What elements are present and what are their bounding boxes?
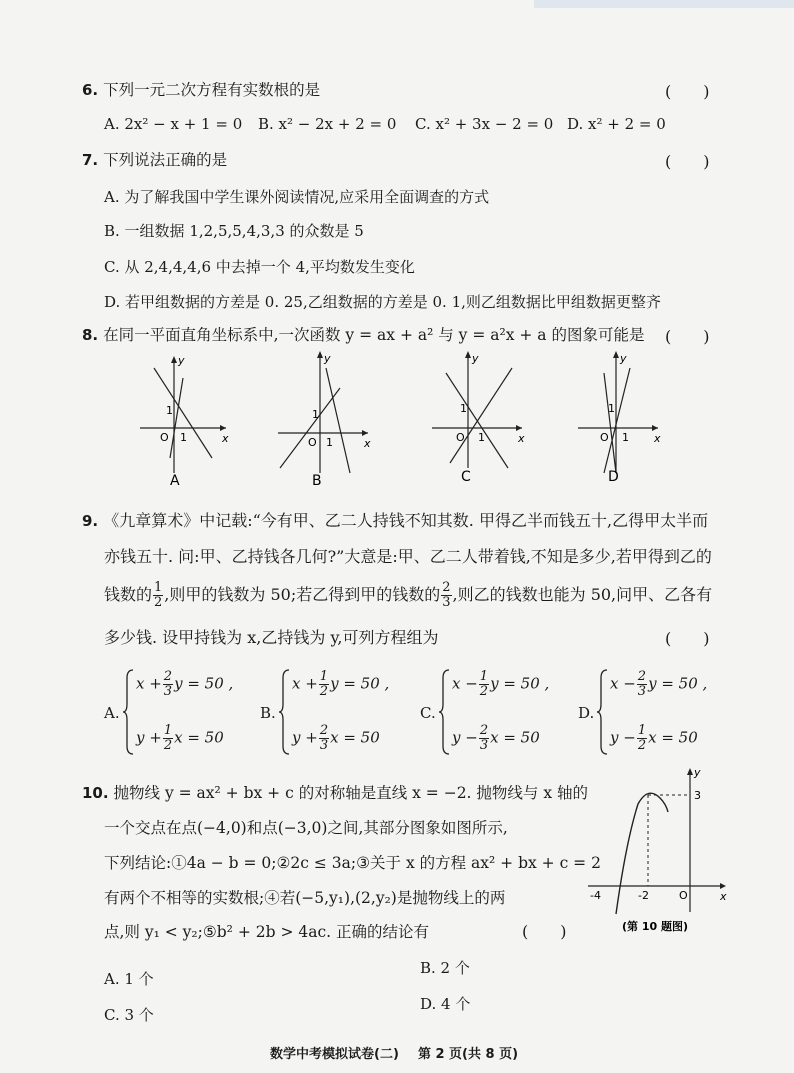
fraction: [479, 670, 489, 699]
q9-number: 9.: [82, 512, 99, 530]
term: y −: [610, 728, 636, 747]
denominator: 3: [637, 684, 647, 699]
q9-text-3b: ,则甲的钱数为 50;若乙得到甲的钱数的: [164, 585, 441, 604]
term: x = 50: [174, 728, 224, 747]
y-label: y: [694, 766, 701, 779]
q8-text: 在同一平面直角坐标系中,一次函数 y = ax + a² 与 y = a²x + a 的图象可能是: [103, 326, 645, 344]
q8-number: 8.: [82, 326, 99, 344]
term: y = 50 ,: [490, 674, 550, 693]
q6-stem: [82, 80, 320, 100]
q9-answer-bracket: ( ): [665, 629, 710, 648]
q6-text: 下列一元二次方程有实数根的是: [103, 81, 321, 99]
x-label: x: [518, 432, 525, 445]
term: x −: [610, 674, 636, 693]
term: x = 50: [648, 728, 698, 747]
numerator: 2: [442, 580, 451, 595]
page-number: 第 2 页(共 8 页): [417, 1047, 519, 1062]
x-axis-arrow: [720, 883, 726, 889]
term: x = 50: [330, 728, 380, 747]
term: x −: [452, 674, 478, 693]
q10-line-5: 点,则 y₁ < y₂;⑤b² + 2b > 4ac. 正确的结论有: [104, 923, 429, 941]
q8-graph-c: [432, 351, 525, 485]
fraction: [319, 670, 329, 699]
y-label: y: [178, 354, 185, 367]
q10-option-b: B. 2 个: [420, 959, 470, 977]
q7-option-a: A. 为了解我国中学生课外阅读情况,应采用全面调查的方式: [104, 188, 490, 206]
x-axis-arrow: [362, 430, 368, 436]
term: x +: [136, 674, 162, 693]
x-axis-arrow: [652, 425, 658, 431]
line-1: [446, 373, 508, 468]
equation-1: [610, 670, 707, 699]
origin-label: O: [600, 431, 609, 444]
q10-figure: [582, 762, 732, 932]
line-2: [170, 378, 183, 458]
x-label: x: [654, 432, 661, 445]
x-one-label: 1: [326, 436, 333, 449]
q6-answer-bracket: ( ): [665, 82, 710, 101]
equation-2: [610, 724, 698, 753]
denominator: 3: [319, 738, 329, 753]
line-1: [280, 388, 340, 468]
equation-1: [136, 670, 233, 699]
q10-option-d: D. 4 个: [420, 995, 471, 1013]
q9-option-a: [104, 668, 254, 758]
option-label: A.: [104, 704, 120, 722]
q9-line-4: 多少钱. 设甲持钱为 x,乙持钱为 y,可列方程组为: [104, 628, 439, 647]
term: y +: [292, 728, 318, 747]
scan-edge-strip: [534, 0, 794, 8]
q9-line-1: [82, 511, 708, 531]
equation-2: [292, 724, 380, 753]
x-minus2-label: -2: [638, 889, 649, 902]
y-label: y: [620, 352, 627, 365]
q8-graph-a: [140, 354, 229, 488]
x-one-label: 1: [180, 431, 187, 444]
term: y +: [136, 728, 162, 747]
fraction: [319, 724, 329, 753]
graph-c-label: C: [461, 469, 471, 485]
q8-graph-d: [578, 351, 661, 485]
brace: [122, 668, 134, 760]
numerator: 2: [319, 723, 329, 738]
q6-option-d: D. x² + 2 = 0: [567, 115, 666, 133]
y-axis-arrow: [687, 768, 693, 775]
y-axis-arrow: [465, 351, 471, 358]
exam-title: 数学中考模拟试卷(二): [270, 1047, 399, 1062]
q9-line-2: 亦钱五十. 问:甲、乙持钱各几何?”大意是:甲、乙二人带着钱,不知是多少,若甲得到乙的: [104, 547, 712, 566]
q10-line-3: 下列结论:①4a − b = 0;②2c ≤ 3a;③关于 x 的方程 ax² + bx + c = 2: [104, 854, 601, 872]
q6-option-c: C. x² + 3x − 2 = 0: [415, 115, 554, 133]
y-axis-arrow: [613, 351, 619, 358]
q9-option-b: [260, 668, 410, 758]
q10-line-4: 有两个不相等的实数根;④若(−5,y₁),(2,y₂)是抛物线上的两: [104, 889, 506, 907]
y-one-label: 1: [312, 408, 319, 421]
numerator: 2: [163, 669, 173, 684]
graph-d-label: D: [608, 469, 619, 485]
q9-option-d: [578, 668, 748, 758]
numerator: 1: [479, 669, 489, 684]
q7-option-c: C. 从 2,4,4,4,6 中去掉一个 4,平均数发生变化: [104, 258, 415, 276]
x-axis-arrow: [516, 425, 522, 431]
y-one-label: 1: [608, 402, 615, 415]
fraction: [163, 670, 173, 699]
denominator: 2: [319, 684, 329, 699]
brace: [438, 668, 450, 760]
fraction: [637, 724, 647, 753]
q10-text-1: 抛物线 y = ax² + bx + c 的对称轴是直线 x = −2. 抛物线与 x 轴的: [113, 784, 588, 802]
denominator: 2: [163, 738, 173, 753]
q9-text-3c: ,则乙的钱数也能为 50,问甲、乙各有: [452, 585, 713, 604]
denominator: 3: [442, 595, 451, 610]
graph-a-label: A: [170, 473, 180, 488]
q8-answer-bracket: ( ): [665, 327, 710, 346]
q8-graph-b: [278, 351, 371, 488]
denominator: 3: [479, 738, 489, 753]
y-label: y: [324, 352, 331, 365]
q9-text-1: 《九章算术》中记载:“今有甲、乙二人持钱不知其数. 甲得乙半而钱五十,乙得甲太半而: [103, 511, 709, 530]
numerator: 1: [637, 723, 647, 738]
option-label: C.: [420, 704, 436, 722]
origin-label: O: [160, 431, 169, 444]
fraction: [163, 724, 173, 753]
graph-b-label: B: [312, 473, 322, 488]
term: y = 50 ,: [174, 674, 234, 693]
y-one-label: 1: [166, 404, 173, 417]
q6-option-b: B. x² − 2x + 2 = 0: [258, 115, 397, 133]
q8-graph-options: [130, 348, 730, 488]
q10-number: 10.: [82, 784, 109, 802]
equation-2: [452, 724, 540, 753]
brace: [596, 668, 608, 760]
option-label: B.: [260, 704, 276, 722]
y-axis-arrow: [317, 351, 323, 358]
x-label: x: [364, 437, 371, 450]
q10-answer-bracket: ( ): [522, 922, 567, 941]
equation-1: [452, 670, 549, 699]
q9-text-3a: 钱数的: [104, 585, 153, 604]
denominator: 2: [479, 684, 489, 699]
q10-option-c: C. 3 个: [104, 1006, 154, 1024]
denominator: 2: [637, 738, 647, 753]
equation-2: [136, 724, 224, 753]
x-minus4-label: -4: [590, 889, 601, 902]
q7-option-d: D. 若甲组数据的方差是 0. 25,乙组数据的方差是 0. 1,则乙组数据比甲组数据更整齐: [104, 293, 661, 311]
q9-options: [104, 668, 764, 763]
equation-1: [292, 670, 389, 699]
q6-option-a: A. 2x² − x + 1 = 0: [104, 115, 243, 133]
origin-label: O: [679, 889, 688, 902]
q7-option-b: B. 一组数据 1,2,5,5,4,3,3 的众数是 5: [104, 222, 364, 240]
q10-option-a: A. 1 个: [104, 970, 154, 988]
x-one-label: 1: [622, 431, 629, 444]
y3-label: 3: [694, 789, 701, 802]
y-axis-arrow: [171, 356, 177, 363]
brace: [278, 668, 290, 760]
q7-answer-bracket: ( ): [665, 152, 710, 171]
numerator: 2: [637, 669, 647, 684]
q6-number: 6.: [82, 81, 99, 99]
option-label: D.: [578, 704, 595, 722]
line-1: [604, 373, 616, 473]
fraction: [637, 670, 647, 699]
line-2: [604, 368, 630, 473]
line-2: [450, 368, 512, 463]
q10-line-2: 一个交点在点(−4,0)和点(−3,0)之间,其部分图象如图所示,: [104, 819, 508, 837]
q7-stem: [82, 150, 227, 170]
numerator: 1: [163, 723, 173, 738]
q9-line-3: [104, 578, 712, 612]
q9-frac-twothirds: [441, 581, 451, 610]
q7-text: 下列说法正确的是: [103, 151, 228, 169]
x-label: x: [720, 890, 727, 903]
x-axis-arrow: [220, 425, 226, 431]
term: y = 50 ,: [648, 674, 708, 693]
term: y −: [452, 728, 478, 747]
numerator: 1: [154, 580, 163, 595]
denominator: 3: [163, 684, 173, 699]
denominator: 2: [154, 595, 163, 610]
page-footer: [270, 1043, 518, 1062]
y-label: y: [472, 352, 479, 365]
origin-label: O: [308, 436, 317, 449]
term: x = 50: [490, 728, 540, 747]
figure-caption: (第 10 题图): [622, 920, 689, 932]
origin-label: O: [456, 431, 465, 444]
q8-stem: [82, 325, 644, 345]
term: y = 50 ,: [330, 674, 390, 693]
y-one-label: 1: [460, 402, 467, 415]
q10-line-1: [82, 783, 588, 803]
q9-option-c: [420, 668, 570, 758]
x-one-label: 1: [478, 431, 485, 444]
q7-number: 7.: [82, 151, 99, 169]
numerator: 1: [319, 669, 329, 684]
line-2: [326, 368, 350, 473]
q9-frac-half: [153, 581, 163, 610]
x-label: x: [222, 432, 229, 445]
numerator: 2: [479, 723, 489, 738]
term: x +: [292, 674, 318, 693]
fraction: [479, 724, 489, 753]
